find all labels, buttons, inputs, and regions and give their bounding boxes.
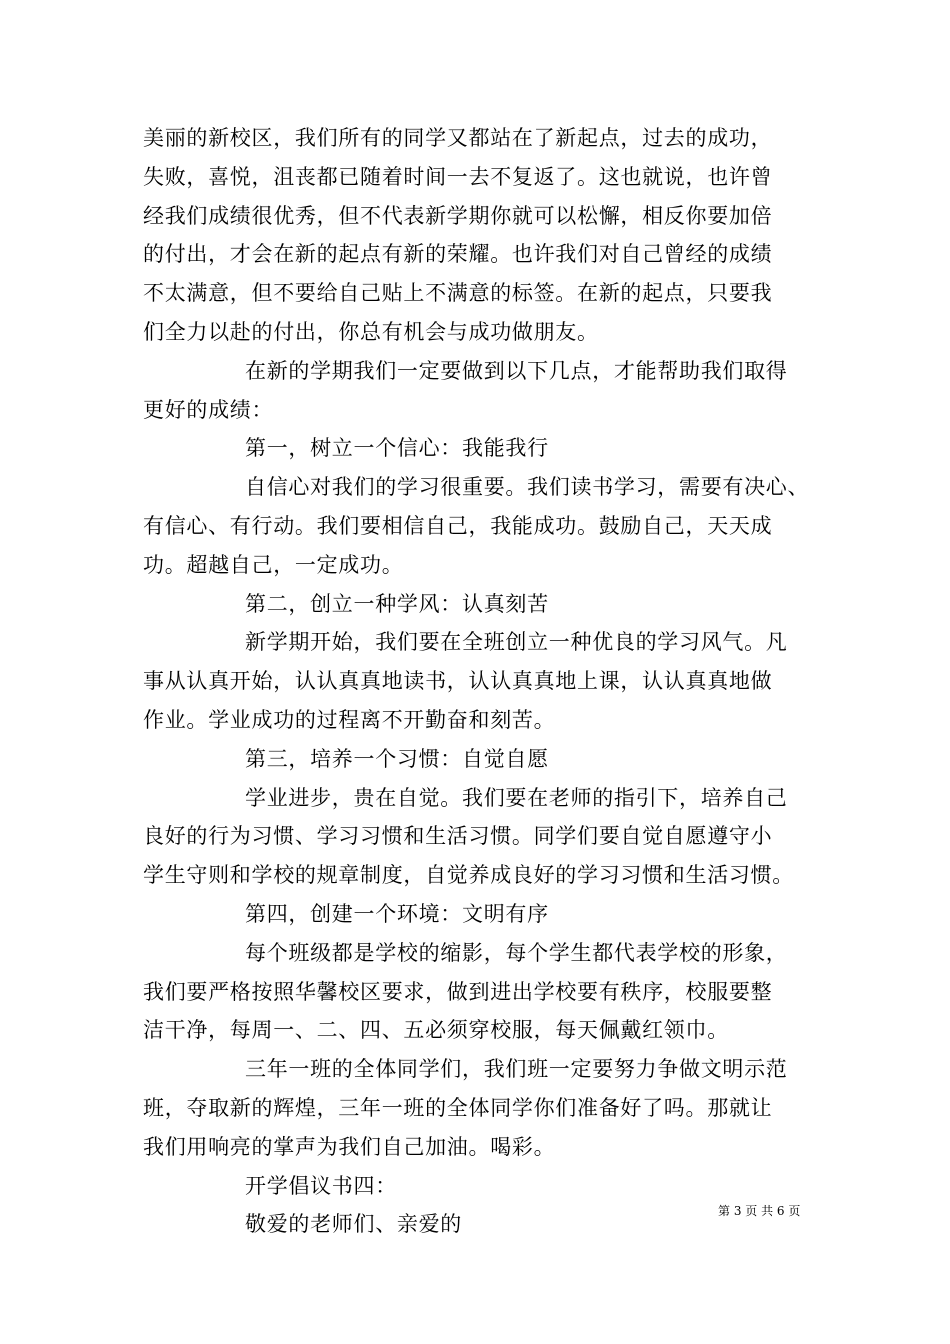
- text-line: 失败，喜悦，沮丧都已随着时间一去不复返了。这也就说，也许曾: [143, 164, 773, 189]
- text-line: 班，夺取新的辉煌，三年一班的全体同学你们准备好了吗。那就让: [143, 1095, 773, 1120]
- text-line: 第一，树立一个信心：我能我行: [245, 436, 549, 461]
- text-line: 们全力以赴的付出，你总有机会与成功做朋友。: [143, 319, 599, 344]
- text-line: 洁干净，每周一、二、四、五必须穿校服，每天佩戴红领巾。: [143, 1018, 729, 1043]
- text-line: 学业进步，贵在自觉。我们要在老师的指引下，培养自己: [245, 785, 788, 810]
- text-line: 每个班级都是学校的缩影，每个学生都代表学校的形象，: [245, 940, 788, 965]
- text-line: 在新的学期我们一定要做到以下几点，才能帮助我们取得: [245, 358, 788, 383]
- document-body: [143, 119, 808, 1244]
- text-line: 学生守则和学校的规章制度，自觉养成良好的学习习惯和生活习惯。: [143, 863, 794, 888]
- text-line: 良好的行为习惯、学习习惯和生活习惯。同学们要自觉自愿遵守小: [143, 824, 773, 849]
- text-line: 事从认真开始，认认真真地读书，认认真真地上课，认认真真地做: [143, 669, 773, 694]
- text-line: 更好的成绩：: [143, 397, 274, 422]
- text-line: 我们要严格按照华馨校区要求，做到进出学校要有秩序，校服要整: [143, 979, 773, 1004]
- text-line: 有信心、有行动。我们要相信自己，我能成功。鼓励自己，天天成: [143, 513, 773, 538]
- text-line: 敬爱的老师们、亲爱的: [245, 1212, 462, 1237]
- text-line: 经我们成绩很优秀，但不代表新学期你就可以松懈，相反你要加倍: [143, 203, 773, 228]
- text-line: 第四，创建一个环境：文明有序: [245, 901, 549, 926]
- text-line: 开学倡议书四：: [245, 1173, 397, 1198]
- text-line: 的付出，才会在新的起点有新的荣耀。也许我们对自己曾经的成绩: [143, 242, 773, 267]
- text-line: 自信心对我们的学习很重要。我们读书学习，需要有决心、: [245, 475, 810, 500]
- text-line: 作业。学业成功的过程离不开勤奋和刻苦。: [143, 707, 556, 732]
- text-line: 新学期开始，我们要在全班创立一种优良的学习风气。凡: [245, 630, 788, 655]
- page-number: 第 3 页 共 6 页: [718, 1204, 801, 1218]
- text-line: 我们用响亮的掌声为我们自己加油。喝彩。: [143, 1134, 556, 1159]
- text-line: 不太满意，但不要给自己贴上不满意的标签。在新的起点，只要我: [143, 281, 773, 306]
- text-line: 美丽的新校区，我们所有的同学又都站在了新起点，过去的成功，: [143, 126, 773, 150]
- text-line: 第二，创立一种学风：认真刻苦: [245, 591, 549, 616]
- text-line: 三年一班的全体同学们，我们班一定要努力争做文明示范: [245, 1057, 788, 1082]
- text-line: 第三，培养一个习惯：自觉自愿: [245, 746, 549, 771]
- text-line: 功。超越自己，一定成功。: [143, 552, 404, 577]
